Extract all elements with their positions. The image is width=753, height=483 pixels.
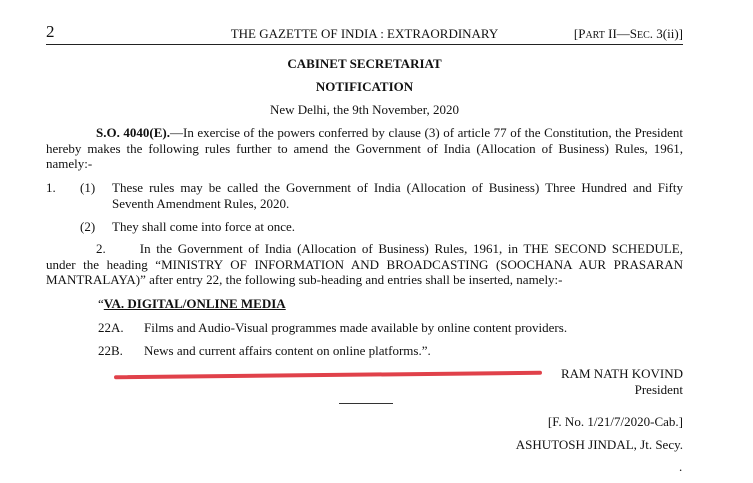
- dateline: New Delhi, the 9th November, 2020: [269, 102, 460, 117]
- rule-1-sub-1-label: (1): [80, 180, 96, 195]
- preamble-paragraph: [46, 125, 683, 172]
- rule-1-sub-2-label: (2): [80, 219, 96, 234]
- rule-1-sub-2-text: They shall come into force at once.: [112, 219, 296, 234]
- file-number: [F. No. 1/21/7/2020-Cab.]: [547, 414, 683, 429]
- officer-signature: ASHUTOSH JINDAL, Jt. Secy.: [515, 437, 683, 452]
- preamble-text: —In exercise of the powers conferred by clause (3) of article 77 of the Constitution, the President hereby makes the following rules further to amend the Government of India (Allocation of Business) Rules, 1961, namely:-: [46, 125, 684, 171]
- entry-22a-number: 22A.: [98, 320, 124, 335]
- red-highlight-line: [114, 371, 542, 379]
- part-close: . 3(ii)]: [649, 26, 683, 41]
- signatory-name: RAM NATH KOVIND: [560, 366, 683, 381]
- part-mid: II—S: [604, 26, 637, 41]
- order-reference: S.O. 4040(E).: [96, 125, 170, 140]
- page-number: 2: [46, 22, 55, 41]
- subheading-text: VA. DIGITAL/ONLINE MEDIA: [103, 296, 286, 311]
- entry-22b-text: News and current affairs content on online platforms.”.: [144, 343, 431, 358]
- trailing-mark: .: [679, 459, 683, 474]
- rule-1-sub-1-text: These rules may be called the Government of India (Allocation of Business) Three Hundred and Fifty Seventh Amendment Rules, 2020.: [112, 180, 683, 211]
- gazette-title: THE GAZETTE OF INDIA : EXTRAORDINARY: [230, 26, 499, 41]
- part-open: [P: [573, 26, 586, 41]
- part-section-label: [574, 26, 683, 42]
- entry-22a-text: Films and Audio-Visual programmes made available by online content providers.: [144, 320, 568, 335]
- part-small-caps-2: EC: [637, 30, 650, 41]
- rule-2-number: 2.: [96, 241, 106, 256]
- subheading-open-quote: “: [98, 296, 104, 311]
- new-subheading: [98, 296, 286, 312]
- rule-1-number: 1.: [46, 180, 56, 195]
- rule-2-paragraph: [46, 241, 683, 288]
- part-small-caps-1: ART: [585, 30, 605, 41]
- signatory-title: President: [634, 382, 683, 397]
- rule-2-text: In the Government of India (Allocation of Business) Rules, 1961, in THE SECOND SCHEDULE, under the heading “MINISTRY OF INFORMATION AND BROADCASTING (SOOCHANA AUR PRASARAN MANTRALAYA)” after entry 22, the following sub-heading and entries shall be inserted, namely:-: [46, 241, 683, 287]
- notification-title: NOTIFICATION: [315, 79, 414, 94]
- gazette-header: [46, 22, 683, 45]
- entry-22b-number: 22B.: [98, 343, 123, 358]
- department-heading: CABINET SECRETARIAT: [287, 56, 442, 71]
- section-divider: [339, 403, 393, 404]
